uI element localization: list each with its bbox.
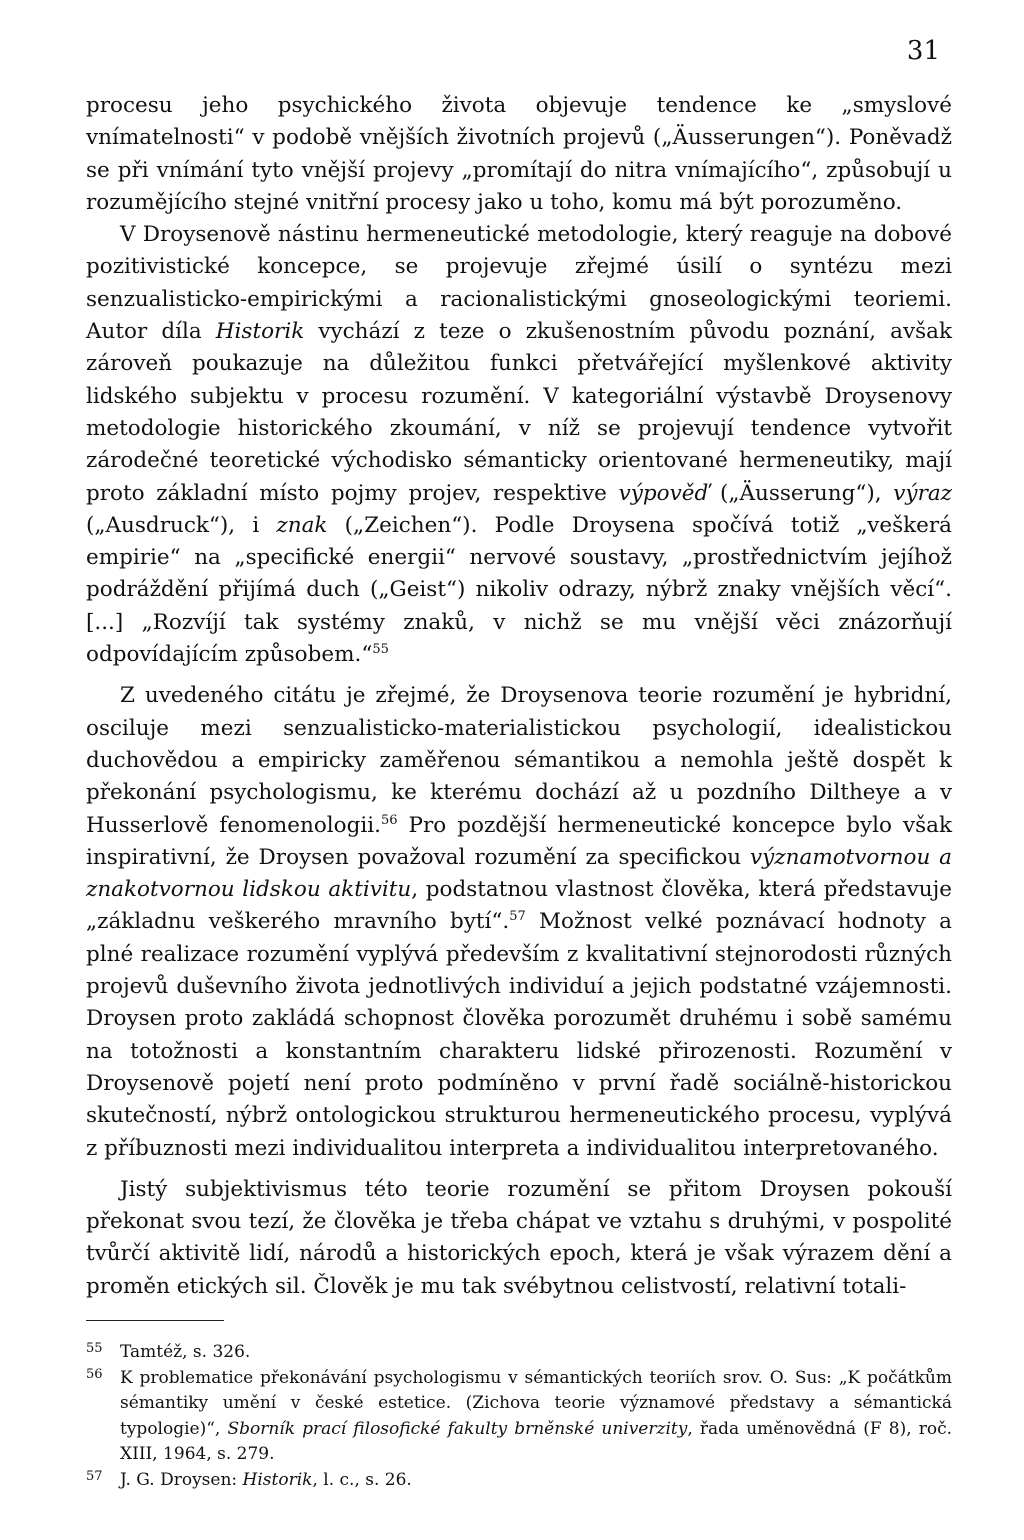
- paragraph-3-text-b: Pro pozdější hermeneutické koncepce bylo však inspirativní, že Droysen považoval rozumění za specifickou: [86, 812, 953, 870]
- footnote-separator: [86, 1320, 224, 1321]
- paragraph-4: [86, 1174, 952, 1303]
- paragraph-1: [86, 90, 952, 219]
- footnote-number: 55: [86, 1341, 103, 1356]
- paragraph-2-text-a: V Droysenově nástinu hermeneutické metodologie, který reaguje na dobové pozitivistické koncepce, se projevuje zřejmé úsilí o syntézu mezi senzualisticko-empirickými a racionalistickými gnoseologickými teoriemi. Autor díla: [86, 222, 952, 345]
- term-znak: znak: [276, 512, 328, 538]
- footnote-text: , řada uměnovědná (F 8), roč. XIII, 1964, s. 279.: [120, 1418, 953, 1465]
- paragraph-2: [86, 219, 952, 671]
- footnote-text: , l. c., s. 26.: [312, 1469, 412, 1490]
- paragraph-3-text-a: Z uvedeného citátu je zřejmé, že Droysenova teorie rozumění je hybridní, osciluje mezi senzualisticko-materialistickou psychologií, idealistickou duchovědou a empiricky zaměřenou sémantikou a nemohla ještě dospět k překonání psychologismu, ke kterému dochází až u pozdního Diltheye a v Husserlově fenomenologii.: [86, 683, 952, 838]
- footnote-number: 57: [86, 1468, 103, 1484]
- footnote-text: Tamtéž, s. 326.: [120, 1342, 251, 1362]
- paragraph-2-text-g: („Ausdruck“), i: [86, 512, 277, 538]
- footnote-55: [86, 1340, 952, 1366]
- footnote-ref-56: 56: [380, 812, 398, 828]
- journal-title: Sborník prací filosofické fakulty brněnské univerzity: [227, 1418, 688, 1439]
- footnote-number: 56: [86, 1366, 103, 1382]
- footnote-text: J. G. Droysen:: [120, 1469, 243, 1490]
- paragraph-3-text-e: Možnost velké poznávací hodnoty a plné realizace rozumění vyplývá především z kvalitativní stejnorodosti různých projevů duševního života jednotlivých individuí a jejich podstatné vzájemnosti. Droysen proto zakládá schopnost člověka porozumět druhému i sobě samému na totožnosti a konstantním charakteru lidské přirozenosti. Rozumění v Droysenově pojetí není proto podmíněno v první řadě sociálně-historickou skutečností, nýbrž ontologickou strukturou hermeneutického procesu, vyplývá z příbuznosti mezi individualitou interpreta a individualitou interpretovaného.: [86, 909, 953, 1161]
- paragraph-2-text-e: („Äusserung“),: [708, 480, 894, 506]
- main-text: [86, 90, 952, 1303]
- footnote-text: K problematice překonávání psychologismu v sémantických teoriích srov. O. Sus: „K počátkům sémantiky umění v české estetice. (Zichova teorie významové představy a sémantická typologie)“,: [120, 1367, 952, 1439]
- footnote-56: [86, 1366, 952, 1468]
- book-title-historik: Historik: [215, 319, 305, 345]
- footnotes: [86, 1340, 952, 1494]
- emphasis-phrase: významotvornou a znakotvornou lidskou aktivitu: [86, 844, 953, 903]
- footnote-57: [86, 1468, 952, 1494]
- page-number: 31: [906, 36, 940, 66]
- book-title: Historik: [242, 1469, 313, 1490]
- paragraph-2-text-c: vychází z teze o zkušenostním původu poznání, avšak zároveň poukazuje na důležitou funkci přetvářející myšlenkové aktivity lidského subjektu v procesu rozumění. V kategoriální výstavbě Droysenovy metodologie historického zkoumání, v níž se projevují tendence vytvořit zárodečné teoretické východisko sémanticky orientované hermeneutiky, mají proto základní místo pojmy projev, respektive: [86, 319, 952, 506]
- paragraph-2-text-i: („Zeichen“). Podle Droysena spočívá totiž „veškerá empirie“ na „specifické energii“ nervové soustavy, „prostřednictvím jejíhož podráždění přijímá duch („Geist“) nikoliv odrazy, nýbrž znaky vnějších věcí“.[...] „Rozvíjí tak systémy znaků, v nichž se mu vnější věci znázorňují odpovídajícím způsobem.“: [86, 512, 952, 668]
- term-vypoved: výpověď: [618, 480, 709, 506]
- paragraph-4-text: Jistý subjektivismus této teorie rozumění se přitom Droysen pokouší překonat svou tezí, že člověka je třeba chápat ve vztahu s druhými, v pospolité tvůrčí aktivitě lidí, národů a historických epoch, která je však výrazem dění a proměn etických sil. Člověk je mu tak svébytnou celistvostí, relativní totali-: [86, 1176, 952, 1299]
- footnote-ref-57: 57: [509, 909, 526, 925]
- paragraph-3: [86, 680, 952, 1164]
- paragraph-1-text: procesu jeho psychického života objevuje tendence ke „smyslové vnímatelnosti“ v podobě vnějších životních projevů („Äusserungen“). Poněvadž se při vnímání tyto vnější projevy „promítají do nitra vnímajícího“, způsobují u rozumějícího stejné vnitřní procesy jako u toho, komu má být porozuměno.: [86, 93, 952, 215]
- term-vyraz: výraz: [893, 480, 952, 506]
- paragraph-3-text-d: , podstatnou vlastnost člověka, která představuje „základnu veškerého mravního bytí“.: [86, 877, 952, 935]
- footnote-ref-55: 55: [372, 641, 389, 657]
